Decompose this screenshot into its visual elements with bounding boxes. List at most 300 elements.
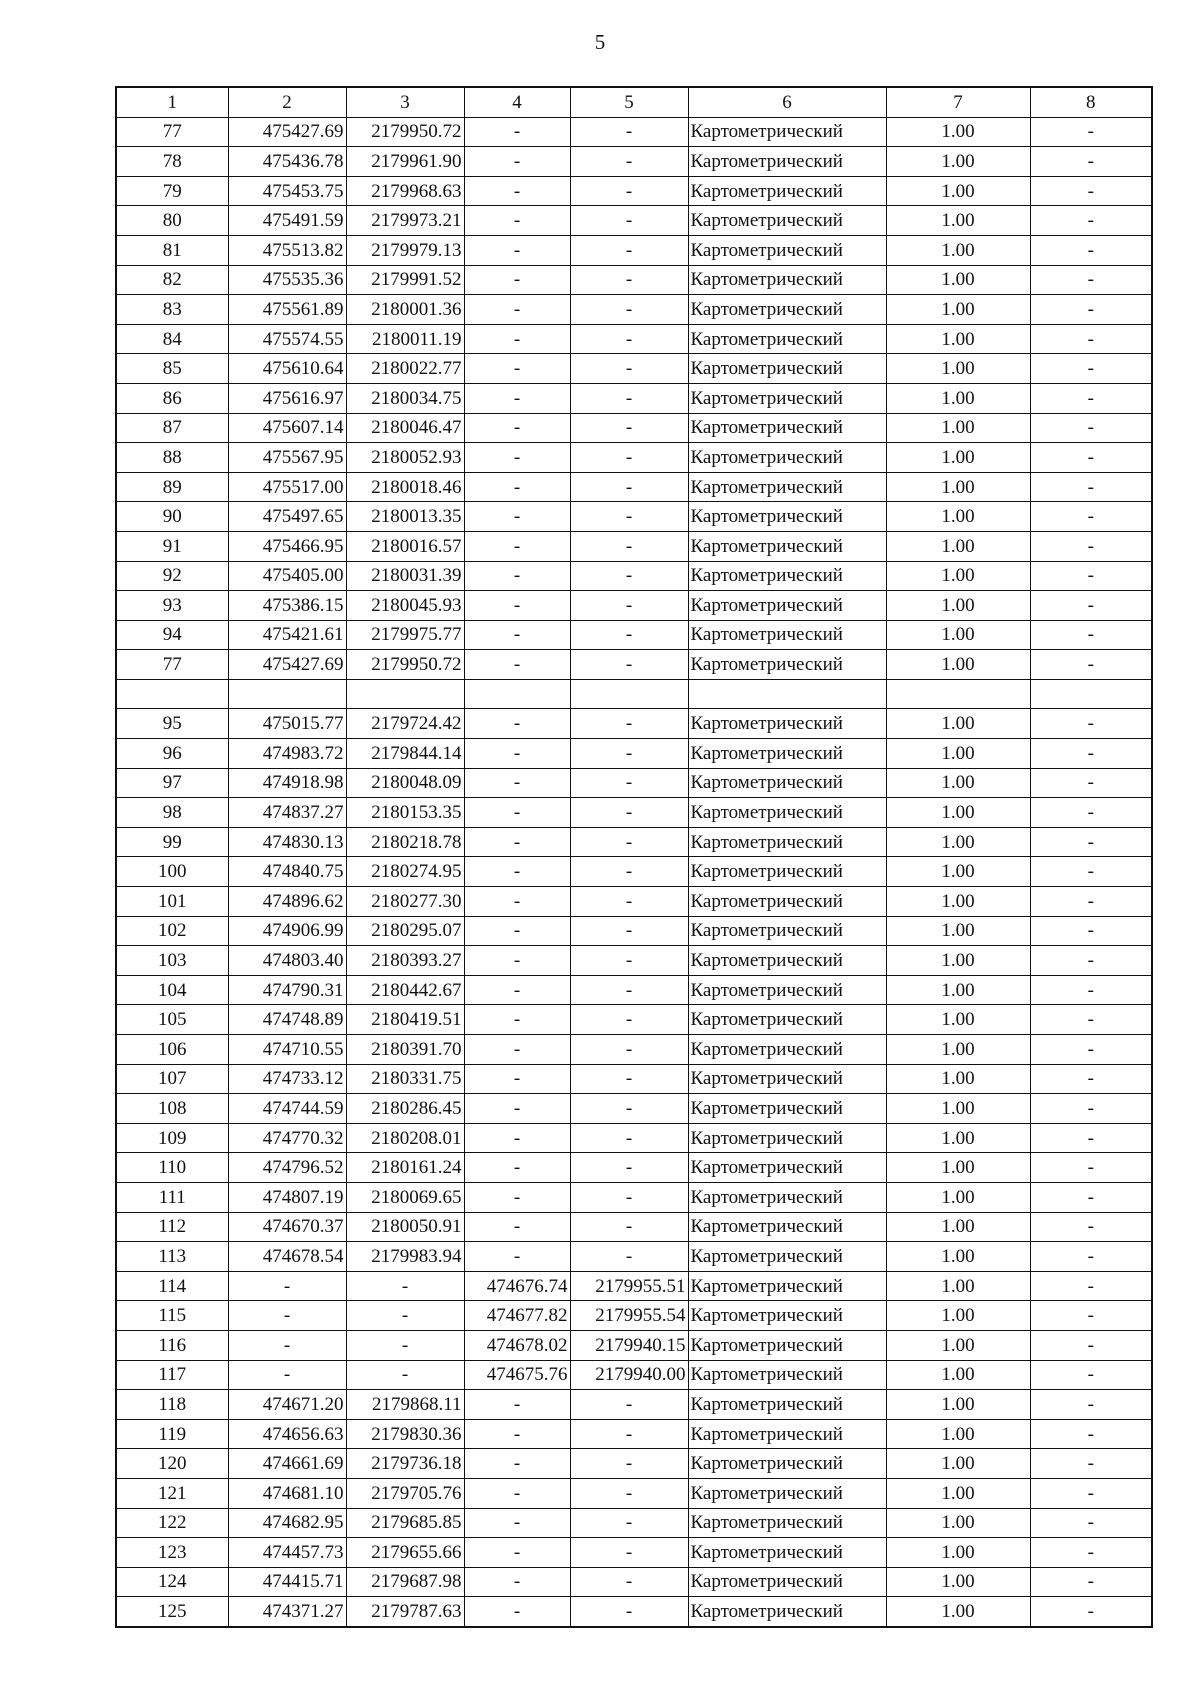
x-coordinate-cell: 474457.73: [228, 1538, 346, 1568]
y-coordinate-cell: 2180331.75: [346, 1064, 464, 1094]
description-cell: -: [1030, 383, 1152, 413]
x-alt-coordinate-cell: -: [464, 1478, 570, 1508]
y-alt-coordinate-cell: -: [570, 798, 688, 828]
y-alt-coordinate-cell: -: [570, 1035, 688, 1065]
method-cell: Картометрический: [688, 1360, 886, 1390]
y-coordinate-cell: 2180161.24: [346, 1153, 464, 1183]
y-alt-coordinate-cell: -: [570, 1212, 688, 1242]
method-cell: Картометрический: [688, 531, 886, 561]
point-number-cell: 89: [116, 472, 228, 502]
table-row: [116, 739, 1152, 769]
table-row: [116, 176, 1152, 206]
column-header-8: 8: [1030, 87, 1152, 117]
x-alt-coordinate-cell: -: [464, 1567, 570, 1597]
column-header-5: 5: [570, 87, 688, 117]
y-coordinate-cell: -: [346, 1360, 464, 1390]
table-row: [116, 1005, 1152, 1035]
point-number-cell: 125: [116, 1597, 228, 1627]
method-cell: Картометрический: [688, 1567, 886, 1597]
y-coordinate-cell: 2179724.42: [346, 709, 464, 739]
accuracy-cell: 1.00: [886, 650, 1030, 680]
x-alt-coordinate-cell: -: [464, 1064, 570, 1094]
y-coordinate-cell: -: [346, 1301, 464, 1331]
y-coordinate-cell: 2180048.09: [346, 768, 464, 798]
method-cell: Картометрический: [688, 235, 886, 265]
y-coordinate-cell: 2180052.93: [346, 443, 464, 473]
accuracy-cell: 1.00: [886, 176, 1030, 206]
x-coordinate-cell: 475497.65: [228, 502, 346, 532]
y-coordinate-cell: 2180419.51: [346, 1005, 464, 1035]
y-alt-coordinate-cell: -: [570, 472, 688, 502]
y-coordinate-cell: 2179983.94: [346, 1242, 464, 1272]
accuracy-cell: 1.00: [886, 1330, 1030, 1360]
x-alt-coordinate-cell: -: [464, 383, 570, 413]
table-row: [116, 1478, 1152, 1508]
x-alt-coordinate-cell: -: [464, 531, 570, 561]
x-alt-coordinate-cell: 474677.82: [464, 1301, 570, 1331]
point-number-cell: 119: [116, 1419, 228, 1449]
method-cell: Картометрический: [688, 591, 886, 621]
method-cell: Картометрический: [688, 887, 886, 917]
description-cell: -: [1030, 1064, 1152, 1094]
x-coordinate-cell: 474671.20: [228, 1390, 346, 1420]
y-coordinate-cell: 2179979.13: [346, 235, 464, 265]
y-alt-coordinate-cell: -: [570, 354, 688, 384]
x-alt-coordinate-cell: -: [464, 1390, 570, 1420]
point-number-cell: 100: [116, 857, 228, 887]
accuracy-cell: 1.00: [886, 1419, 1030, 1449]
table-row: [116, 1182, 1152, 1212]
method-cell: Картометрический: [688, 502, 886, 532]
method-cell: Картометрический: [688, 413, 886, 443]
point-number-cell: 87: [116, 413, 228, 443]
accuracy-cell: 1.00: [886, 1449, 1030, 1479]
y-alt-coordinate-cell: -: [570, 502, 688, 532]
y-alt-coordinate-cell: -: [570, 443, 688, 473]
table-row: [116, 1094, 1152, 1124]
y-coordinate-cell: 2179687.98: [346, 1567, 464, 1597]
point-number-cell: 107: [116, 1064, 228, 1094]
table-row: [116, 1567, 1152, 1597]
method-cell: Картометрический: [688, 857, 886, 887]
x-alt-coordinate-cell: -: [464, 561, 570, 591]
y-alt-coordinate-cell: -: [570, 1390, 688, 1420]
accuracy-cell: 1.00: [886, 1478, 1030, 1508]
x-coordinate-cell: 475535.36: [228, 265, 346, 295]
y-coordinate-cell: 2179830.36: [346, 1419, 464, 1449]
point-number-cell: 104: [116, 975, 228, 1005]
table-row: [116, 1123, 1152, 1153]
y-coordinate-cell: 2180208.01: [346, 1123, 464, 1153]
x-alt-coordinate-cell: -: [464, 1182, 570, 1212]
table-row: [116, 413, 1152, 443]
table-row: [116, 1508, 1152, 1538]
description-cell: -: [1030, 975, 1152, 1005]
method-cell: Картометрический: [688, 1212, 886, 1242]
point-number-cell: 99: [116, 827, 228, 857]
x-coordinate-cell: 475427.69: [228, 650, 346, 680]
x-alt-coordinate-cell: -: [464, 946, 570, 976]
point-number-cell: 77: [116, 650, 228, 680]
column-header-4: 4: [464, 87, 570, 117]
x-coordinate-cell: 475513.82: [228, 235, 346, 265]
accuracy-cell: 1.00: [886, 1064, 1030, 1094]
x-alt-coordinate-cell: -: [464, 1094, 570, 1124]
y-coordinate-cell: 2180018.46: [346, 472, 464, 502]
y-coordinate-cell: 2180022.77: [346, 354, 464, 384]
accuracy-cell: 1.00: [886, 887, 1030, 917]
description-cell: -: [1030, 561, 1152, 591]
method-cell: Картометрический: [688, 443, 886, 473]
method-cell: Картометрический: [688, 1035, 886, 1065]
x-alt-coordinate-cell: -: [464, 1035, 570, 1065]
accuracy-cell: 1.00: [886, 383, 1030, 413]
description-cell: -: [1030, 1035, 1152, 1065]
accuracy-cell: 1.00: [886, 472, 1030, 502]
table-row: [116, 1360, 1152, 1390]
accuracy-cell: 1.00: [886, 946, 1030, 976]
point-number-cell: 102: [116, 916, 228, 946]
description-cell: -: [1030, 1478, 1152, 1508]
description-cell: -: [1030, 1301, 1152, 1331]
x-coordinate-cell: 474710.55: [228, 1035, 346, 1065]
description-cell: -: [1030, 1390, 1152, 1420]
accuracy-cell: 1.00: [886, 531, 1030, 561]
method-cell: Картометрический: [688, 1538, 886, 1568]
method-cell: Картометрический: [688, 472, 886, 502]
method-cell: Картометрический: [688, 768, 886, 798]
y-alt-coordinate-cell: 2179940.15: [570, 1330, 688, 1360]
accuracy-cell: 1.00: [886, 1094, 1030, 1124]
description-cell: -: [1030, 798, 1152, 828]
x-coordinate-cell: 475466.95: [228, 531, 346, 561]
description-cell: -: [1030, 147, 1152, 177]
description-cell: -: [1030, 502, 1152, 532]
point-number-cell: 118: [116, 1390, 228, 1420]
point-number-cell: 90: [116, 502, 228, 532]
table-row: [116, 443, 1152, 473]
point-number-cell: 93: [116, 591, 228, 621]
y-alt-coordinate-cell: -: [570, 1567, 688, 1597]
table-row: [116, 472, 1152, 502]
table-row: [116, 531, 1152, 561]
y-alt-coordinate-cell: -: [570, 768, 688, 798]
table-row: [116, 798, 1152, 828]
y-coordinate-cell: 2180393.27: [346, 946, 464, 976]
x-coordinate-cell: 474896.62: [228, 887, 346, 917]
y-alt-coordinate-cell: -: [570, 1478, 688, 1508]
y-coordinate-cell: 2180016.57: [346, 531, 464, 561]
accuracy-cell: 1.00: [886, 1567, 1030, 1597]
method-cell: Картометрический: [688, 798, 886, 828]
y-coordinate-cell: 2180069.65: [346, 1182, 464, 1212]
point-number-cell: 110: [116, 1153, 228, 1183]
page-number: 5: [594, 30, 606, 54]
accuracy-cell: 1.00: [886, 827, 1030, 857]
x-alt-coordinate-cell: -: [464, 591, 570, 621]
x-coordinate-cell: 475436.78: [228, 147, 346, 177]
x-alt-coordinate-cell: -: [464, 413, 570, 443]
y-alt-coordinate-cell: -: [570, 1005, 688, 1035]
table-row: [116, 857, 1152, 887]
x-coordinate-cell: 474371.27: [228, 1597, 346, 1627]
y-coordinate-cell: 2179950.72: [346, 117, 464, 147]
y-coordinate-cell: 2179975.77: [346, 620, 464, 650]
x-alt-coordinate-cell: -: [464, 1212, 570, 1242]
description-cell: -: [1030, 620, 1152, 650]
x-coordinate-cell: 475610.64: [228, 354, 346, 384]
x-coordinate-cell: 474840.75: [228, 857, 346, 887]
x-alt-coordinate-cell: -: [464, 887, 570, 917]
table-row: [116, 1301, 1152, 1331]
point-number-cell: 111: [116, 1182, 228, 1212]
y-alt-coordinate-cell: -: [570, 531, 688, 561]
x-alt-coordinate-cell: -: [464, 1153, 570, 1183]
description-cell: -: [1030, 1597, 1152, 1627]
accuracy-cell: 1.00: [886, 709, 1030, 739]
method-cell: Картометрический: [688, 117, 886, 147]
x-coordinate-cell: 475421.61: [228, 620, 346, 650]
y-alt-coordinate-cell: -: [570, 857, 688, 887]
y-alt-coordinate-cell: -: [570, 591, 688, 621]
x-alt-coordinate-cell: -: [464, 1419, 570, 1449]
y-alt-coordinate-cell: -: [570, 1123, 688, 1153]
y-coordinate-cell: 2180286.45: [346, 1094, 464, 1124]
point-number-cell: 98: [116, 798, 228, 828]
y-alt-coordinate-cell: -: [570, 324, 688, 354]
x-alt-coordinate-cell: -: [464, 1508, 570, 1538]
x-alt-coordinate-cell: -: [464, 443, 570, 473]
table-row: [116, 975, 1152, 1005]
point-number-cell: 83: [116, 295, 228, 325]
accuracy-cell: 1.00: [886, 1182, 1030, 1212]
y-alt-coordinate-cell: 2179940.00: [570, 1360, 688, 1390]
x-alt-coordinate-cell: -: [464, 354, 570, 384]
description-cell: -: [1030, 1449, 1152, 1479]
point-number-cell: 77: [116, 117, 228, 147]
y-coordinate-cell: 2180274.95: [346, 857, 464, 887]
y-coordinate-cell: 2180046.47: [346, 413, 464, 443]
table-row: [116, 561, 1152, 591]
y-alt-coordinate-cell: -: [570, 1242, 688, 1272]
method-cell: Картометрический: [688, 1419, 886, 1449]
x-alt-coordinate-cell: -: [464, 739, 570, 769]
table-row: [116, 1212, 1152, 1242]
y-coordinate-cell: 2180442.67: [346, 975, 464, 1005]
y-alt-coordinate-cell: -: [570, 265, 688, 295]
y-alt-coordinate-cell: -: [570, 117, 688, 147]
description-cell: -: [1030, 857, 1152, 887]
point-number-cell: 91: [116, 531, 228, 561]
x-coordinate-cell: 474744.59: [228, 1094, 346, 1124]
point-number-cell: 95: [116, 709, 228, 739]
description-cell: -: [1030, 916, 1152, 946]
x-coordinate-cell: 475453.75: [228, 176, 346, 206]
description-cell: -: [1030, 1271, 1152, 1301]
accuracy-cell: 1.00: [886, 1005, 1030, 1035]
x-alt-coordinate-cell: -: [464, 650, 570, 680]
description-cell: -: [1030, 1212, 1152, 1242]
x-alt-coordinate-cell: -: [464, 117, 570, 147]
point-number-cell: 79: [116, 176, 228, 206]
method-cell: Картометрический: [688, 1153, 886, 1183]
method-cell: Картометрический: [688, 1390, 886, 1420]
method-cell: Картометрический: [688, 324, 886, 354]
x-alt-coordinate-cell: -: [464, 265, 570, 295]
x-coordinate-cell: 474803.40: [228, 946, 346, 976]
y-coordinate-cell: 2180277.30: [346, 887, 464, 917]
y-alt-coordinate-cell: -: [570, 946, 688, 976]
x-coordinate-cell: 474682.95: [228, 1508, 346, 1538]
y-alt-coordinate-cell: -: [570, 1153, 688, 1183]
accuracy-cell: 1.00: [886, 1242, 1030, 1272]
table-row: [116, 591, 1152, 621]
x-coordinate-cell: 474733.12: [228, 1064, 346, 1094]
accuracy-cell: 1.00: [886, 975, 1030, 1005]
method-cell: Картометрический: [688, 946, 886, 976]
point-number-cell: 80: [116, 206, 228, 236]
accuracy-cell: 1.00: [886, 591, 1030, 621]
point-number-cell: 94: [116, 620, 228, 650]
y-coordinate-cell: 2179685.85: [346, 1508, 464, 1538]
method-cell: Картометрический: [688, 1301, 886, 1331]
point-number-cell: 101: [116, 887, 228, 917]
table-header-row: [116, 87, 1152, 117]
y-coordinate-cell: 2179973.21: [346, 206, 464, 236]
method-cell: Картометрический: [688, 354, 886, 384]
accuracy-cell: 1.00: [886, 1035, 1030, 1065]
x-alt-coordinate-cell: -: [464, 1449, 570, 1479]
y-coordinate-cell: 2180001.36: [346, 295, 464, 325]
accuracy-cell: 1.00: [886, 265, 1030, 295]
point-number-cell: 114: [116, 1271, 228, 1301]
point-number-cell: 81: [116, 235, 228, 265]
x-coordinate-cell: 474790.31: [228, 975, 346, 1005]
accuracy-cell: 1.00: [886, 324, 1030, 354]
y-coordinate-cell: 2180050.91: [346, 1212, 464, 1242]
method-cell: Картометрический: [688, 1064, 886, 1094]
column-header-6: 6: [688, 87, 886, 117]
y-alt-coordinate-cell: -: [570, 1508, 688, 1538]
y-alt-coordinate-cell: -: [570, 561, 688, 591]
table-row: [116, 324, 1152, 354]
table-row: [116, 1449, 1152, 1479]
description-cell: -: [1030, 1123, 1152, 1153]
point-number-cell: 121: [116, 1478, 228, 1508]
point-number-cell: 78: [116, 147, 228, 177]
y-alt-coordinate-cell: 2179955.54: [570, 1301, 688, 1331]
accuracy-cell: 1.00: [886, 502, 1030, 532]
point-number-cell: 97: [116, 768, 228, 798]
column-header-3: 3: [346, 87, 464, 117]
y-coordinate-cell: 2179844.14: [346, 739, 464, 769]
x-alt-coordinate-cell: -: [464, 798, 570, 828]
point-number-cell: [116, 679, 228, 709]
table-row: [116, 295, 1152, 325]
table-row: [116, 206, 1152, 236]
y-coordinate-cell: 2180218.78: [346, 827, 464, 857]
method-cell: Картометрический: [688, 620, 886, 650]
y-coordinate-cell: 2179868.11: [346, 1390, 464, 1420]
y-coordinate-cell: 2179991.52: [346, 265, 464, 295]
x-alt-coordinate-cell: -: [464, 857, 570, 887]
table-row: [116, 354, 1152, 384]
x-coordinate-cell: 475015.77: [228, 709, 346, 739]
x-alt-coordinate-cell: -: [464, 1123, 570, 1153]
x-coordinate-cell: 474415.71: [228, 1567, 346, 1597]
table-row: [116, 1597, 1152, 1627]
point-number-cell: 109: [116, 1123, 228, 1153]
point-number-cell: 84: [116, 324, 228, 354]
x-alt-coordinate-cell: 474678.02: [464, 1330, 570, 1360]
y-coordinate-cell: 2180011.19: [346, 324, 464, 354]
point-number-cell: 106: [116, 1035, 228, 1065]
x-alt-coordinate-cell: -: [464, 206, 570, 236]
description-cell: -: [1030, 1330, 1152, 1360]
x-alt-coordinate-cell: -: [464, 1597, 570, 1627]
description-cell: -: [1030, 531, 1152, 561]
y-coordinate-cell: 2180013.35: [346, 502, 464, 532]
description-cell: -: [1030, 117, 1152, 147]
accuracy-cell: [886, 679, 1030, 709]
point-number-cell: 86: [116, 383, 228, 413]
accuracy-cell: 1.00: [886, 857, 1030, 887]
y-alt-coordinate-cell: -: [570, 620, 688, 650]
description-cell: -: [1030, 827, 1152, 857]
method-cell: Картометрический: [688, 650, 886, 680]
table-row: [116, 916, 1152, 946]
table-row: [116, 383, 1152, 413]
description-cell: -: [1030, 739, 1152, 769]
table-row: [116, 679, 1152, 709]
table-row: [116, 1242, 1152, 1272]
column-header-2: 2: [228, 87, 346, 117]
method-cell: Картометрический: [688, 827, 886, 857]
method-cell: Картометрический: [688, 1094, 886, 1124]
method-cell: Картометрический: [688, 1478, 886, 1508]
point-number-cell: 105: [116, 1005, 228, 1035]
x-alt-coordinate-cell: -: [464, 1538, 570, 1568]
y-alt-coordinate-cell: -: [570, 295, 688, 325]
y-alt-coordinate-cell: -: [570, 1419, 688, 1449]
x-alt-coordinate-cell: -: [464, 975, 570, 1005]
method-cell: Картометрический: [688, 1182, 886, 1212]
table-row: [116, 1419, 1152, 1449]
table-row: [116, 768, 1152, 798]
x-alt-coordinate-cell: -: [464, 620, 570, 650]
x-coordinate-cell: -: [228, 1271, 346, 1301]
y-alt-coordinate-cell: -: [570, 887, 688, 917]
description-cell: -: [1030, 1567, 1152, 1597]
method-cell: Картометрический: [688, 916, 886, 946]
x-coordinate-cell: 474918.98: [228, 768, 346, 798]
method-cell: Картометрический: [688, 1508, 886, 1538]
method-cell: Картометрический: [688, 1242, 886, 1272]
description-cell: -: [1030, 709, 1152, 739]
point-number-cell: 117: [116, 1360, 228, 1390]
accuracy-cell: 1.00: [886, 1153, 1030, 1183]
accuracy-cell: 1.00: [886, 235, 1030, 265]
x-coordinate-cell: 474678.54: [228, 1242, 346, 1272]
x-alt-coordinate-cell: -: [464, 176, 570, 206]
description-cell: -: [1030, 650, 1152, 680]
accuracy-cell: 1.00: [886, 147, 1030, 177]
method-cell: Картометрический: [688, 147, 886, 177]
x-coordinate-cell: 475405.00: [228, 561, 346, 591]
point-number-cell: 113: [116, 1242, 228, 1272]
y-coordinate-cell: 2180391.70: [346, 1035, 464, 1065]
accuracy-cell: 1.00: [886, 443, 1030, 473]
